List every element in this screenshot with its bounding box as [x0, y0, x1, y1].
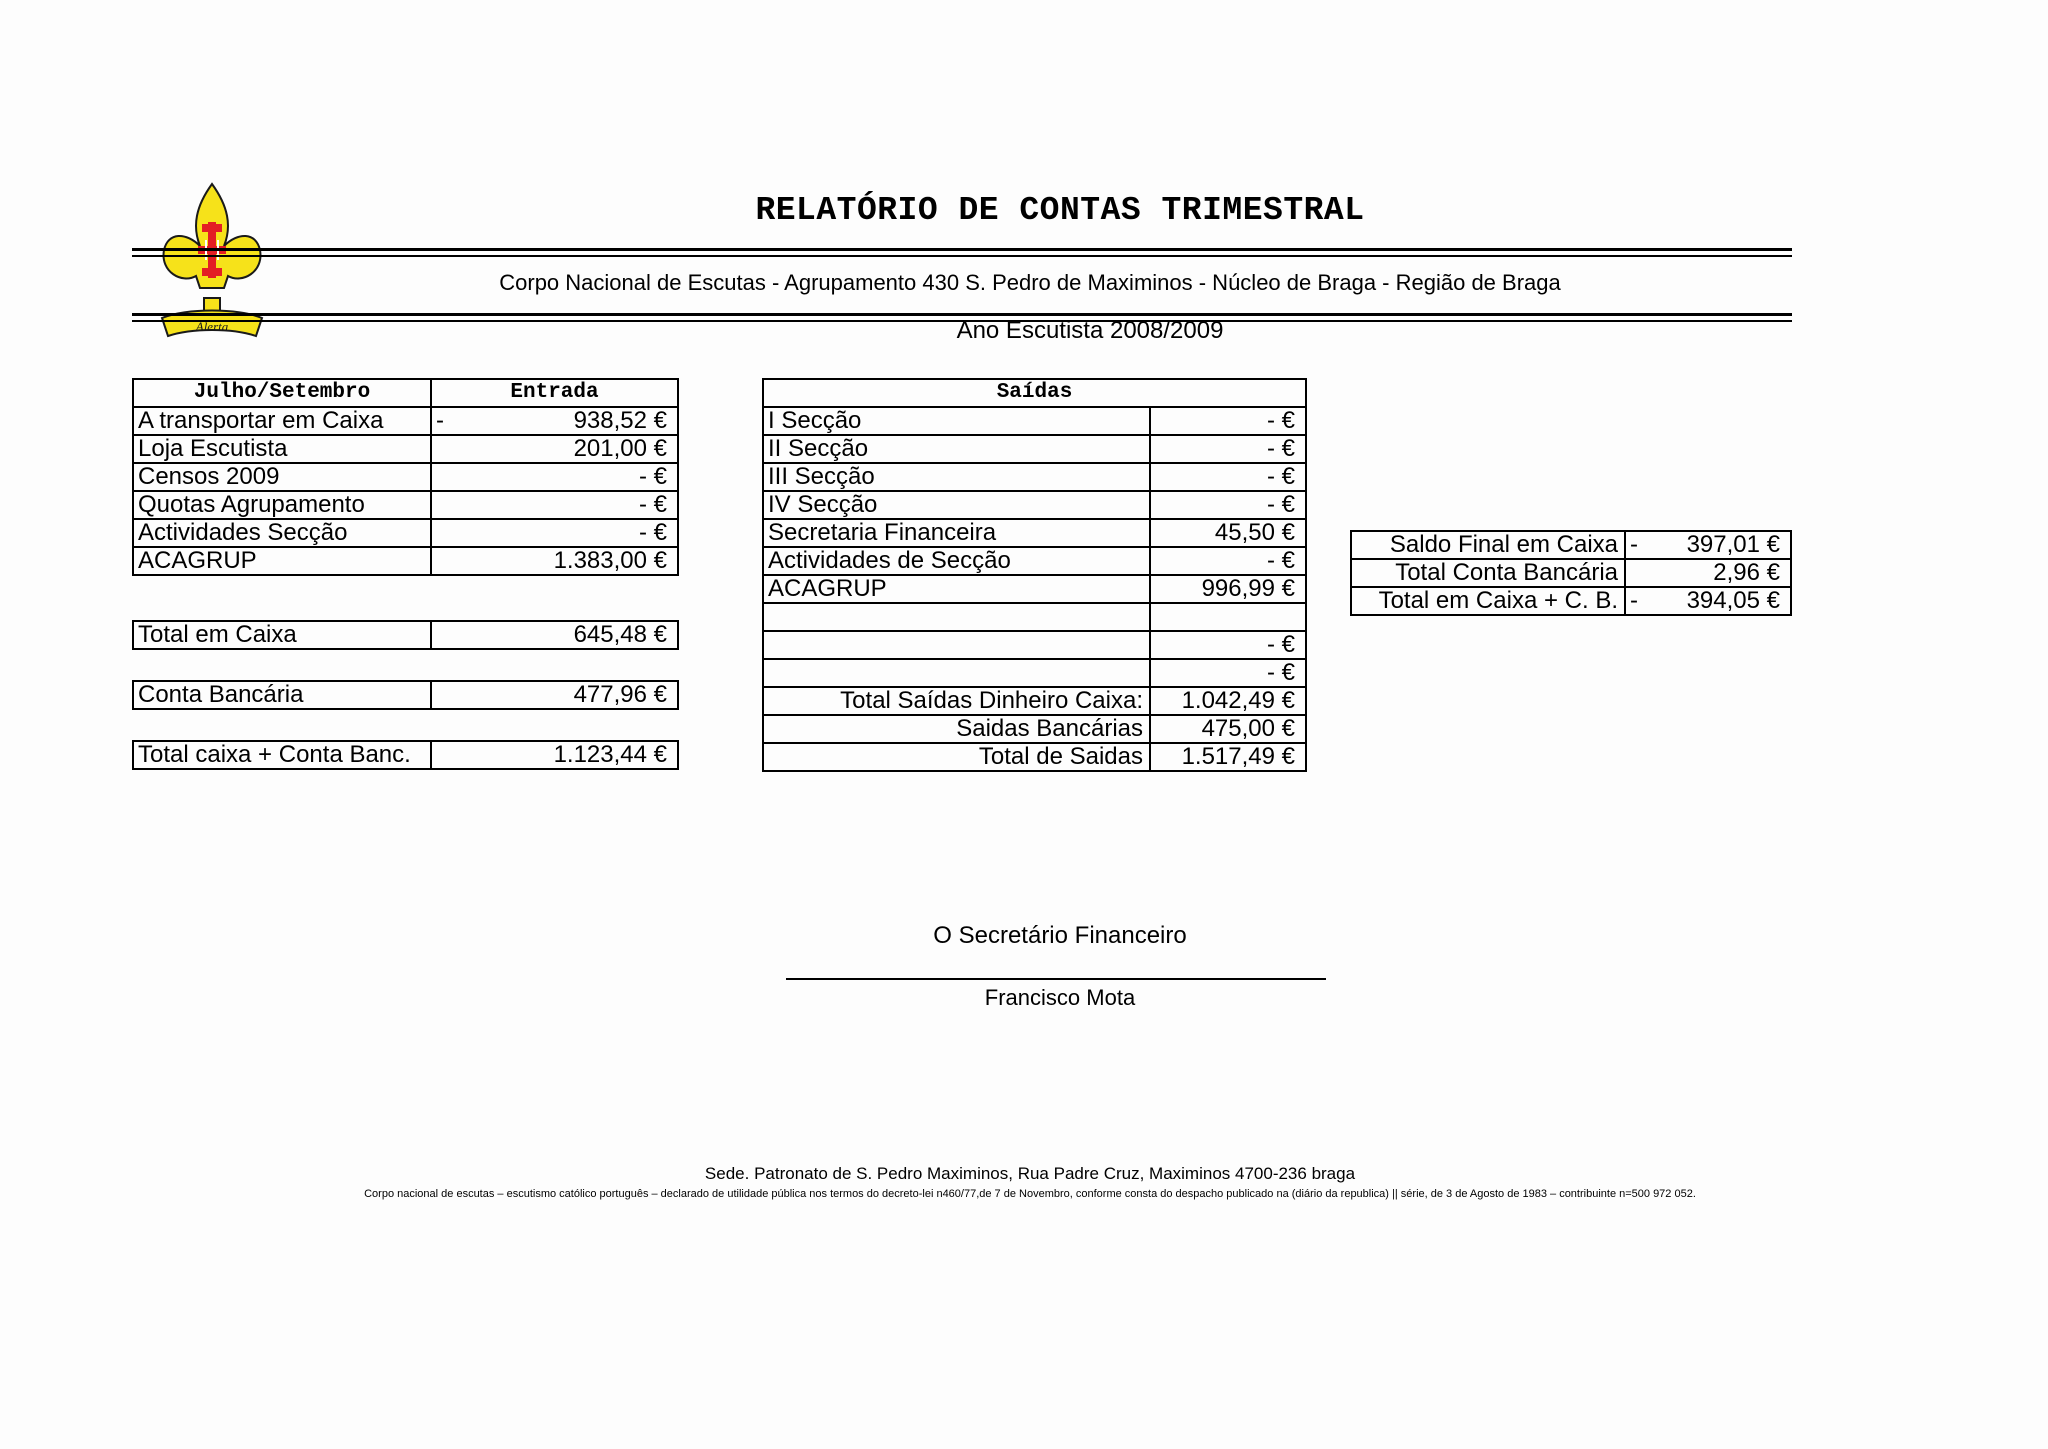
table-row [133, 681, 678, 709]
page-title: RELATÓRIO DE CONTAS TRIMESTRAL [755, 192, 1365, 229]
amount-value: 1.042,49 € [1150, 687, 1306, 715]
row-label: Total Conta Bancária [1351, 559, 1625, 587]
row-label: II Secção [763, 435, 1150, 463]
table-row [133, 519, 678, 547]
amount-value: - € [1150, 547, 1306, 575]
amount-value: 394,05 € [1686, 587, 1780, 614]
table-row [763, 575, 1306, 603]
sign-value: - [1630, 587, 1638, 614]
amount-value: 1.517,49 € [1150, 743, 1306, 771]
sign-value: - [436, 407, 444, 434]
amount-value [1150, 603, 1306, 631]
row-label: Actividades Secção [133, 519, 431, 547]
row-label: Quotas Agrupamento [133, 491, 431, 519]
table-row [763, 435, 1306, 463]
row-label: Loja Escutista [133, 435, 431, 463]
amount-value: 1.383,00 € [431, 547, 678, 575]
amount-value: 201,00 € [431, 435, 678, 463]
amount-value: 996,99 € [1150, 575, 1306, 603]
entrada-table [132, 378, 679, 576]
amount-value: 645,48 € [431, 621, 678, 649]
table-row [763, 491, 1306, 519]
row-label: Actividades de Secção [763, 547, 1150, 575]
total-caixa-conta-table [132, 740, 679, 770]
table-row [133, 547, 678, 575]
row-label: Secretaria Financeira [763, 519, 1150, 547]
table-row [763, 659, 1306, 687]
amount-value: - € [1150, 491, 1306, 519]
table-row [763, 631, 1306, 659]
table-row [763, 463, 1306, 491]
row-label: ACAGRUP [133, 547, 431, 575]
signature-line [786, 978, 1326, 980]
period-header: Julho/Setembro [133, 379, 431, 407]
table-row [1351, 531, 1791, 559]
amount-value: - € [1150, 407, 1306, 435]
row-label: III Secção [763, 463, 1150, 491]
amount-value: - € [1150, 631, 1306, 659]
row-label [763, 631, 1150, 659]
amount-value: - € [431, 463, 678, 491]
row-label: Saldo Final em Caixa [1351, 531, 1625, 559]
saldo-table [1350, 530, 1792, 616]
saidas-header-row [763, 379, 1306, 407]
amount-value: - € [431, 491, 678, 519]
amount-value: 938,52 € [573, 407, 667, 434]
amount-value: 45,50 € [1150, 519, 1306, 547]
organization-subtitle: Corpo Nacional de Escutas - Agrupamento 430 S. Pedro de Maximinos - Núcleo de Braga - Região de Braga [499, 270, 1561, 295]
table-row [133, 741, 678, 769]
table-row [763, 715, 1306, 743]
row-label [763, 659, 1150, 687]
row-label: Total caixa + Conta Banc. [133, 741, 431, 769]
table-row [133, 621, 678, 649]
table-row [763, 407, 1306, 435]
row-label: Total de Saidas [763, 743, 1150, 771]
signer-name: Francisco Mota [984, 985, 1136, 1010]
table-row [1351, 587, 1791, 615]
row-label: Conta Bancária [133, 681, 431, 709]
row-label: Saidas Bancárias [763, 715, 1150, 743]
row-label: ACAGRUP [763, 575, 1150, 603]
scout-year: Ano Escutista 2008/2009 [956, 317, 1224, 344]
footer-legal-note: Corpo nacional de escutas – escutismo católico português – declarado de utilidade pública nos termos do decreto-lei n460/77,de 7 de Novembro, conforme consta do despacho publicado na (diário da republica) || série, de 3 de Agosto de 1983 – contribuinte n=500 972 052. [364, 1188, 1696, 1200]
row-label: Total Saídas Dinheiro Caixa: [763, 687, 1150, 715]
sign-value: - [1630, 531, 1638, 558]
table-row [763, 687, 1306, 715]
table-row [1351, 559, 1791, 587]
table-row [763, 547, 1306, 575]
logo-banner-text: Alerta [195, 319, 229, 334]
saidas-header: Saídas [763, 379, 1306, 407]
amount-value: 2,96 € [1625, 559, 1791, 587]
row-label: Censos 2009 [133, 463, 431, 491]
table-row [133, 491, 678, 519]
header-top-rule [132, 248, 1792, 257]
row-label [763, 603, 1150, 631]
amount-value: - € [1150, 463, 1306, 491]
row-label: Total em Caixa [133, 621, 431, 649]
amount-value: 397,01 € [1686, 531, 1780, 558]
entrada-header-row [133, 379, 678, 407]
table-row [763, 743, 1306, 771]
amount-value: 1.123,44 € [431, 741, 678, 769]
saidas-table [762, 378, 1307, 772]
footer-address: Sede. Patronato de S. Pedro Maximinos, Rua Padre Cruz, Maximinos 4700-236 braga [704, 1164, 1356, 1183]
table-row [133, 435, 678, 463]
row-label: A transportar em Caixa [133, 407, 431, 435]
row-label: I Secção [763, 407, 1150, 435]
total-caixa-table [132, 620, 679, 650]
table-row [133, 407, 678, 435]
amount-value: 477,96 € [431, 681, 678, 709]
row-label: IV Secção [763, 491, 1150, 519]
table-row [763, 519, 1306, 547]
amount-value: - € [1150, 435, 1306, 463]
amount-value: - € [431, 519, 678, 547]
table-row [133, 463, 678, 491]
signer-role: O Secretário Financeiro [933, 922, 1187, 949]
table-row [763, 603, 1306, 631]
conta-bancaria-table [132, 680, 679, 710]
amount-value: - € [1150, 659, 1306, 687]
row-label: Total em Caixa + C. B. [1351, 587, 1625, 615]
amount-value: 475,00 € [1150, 715, 1306, 743]
entrada-header: Entrada [431, 379, 678, 407]
